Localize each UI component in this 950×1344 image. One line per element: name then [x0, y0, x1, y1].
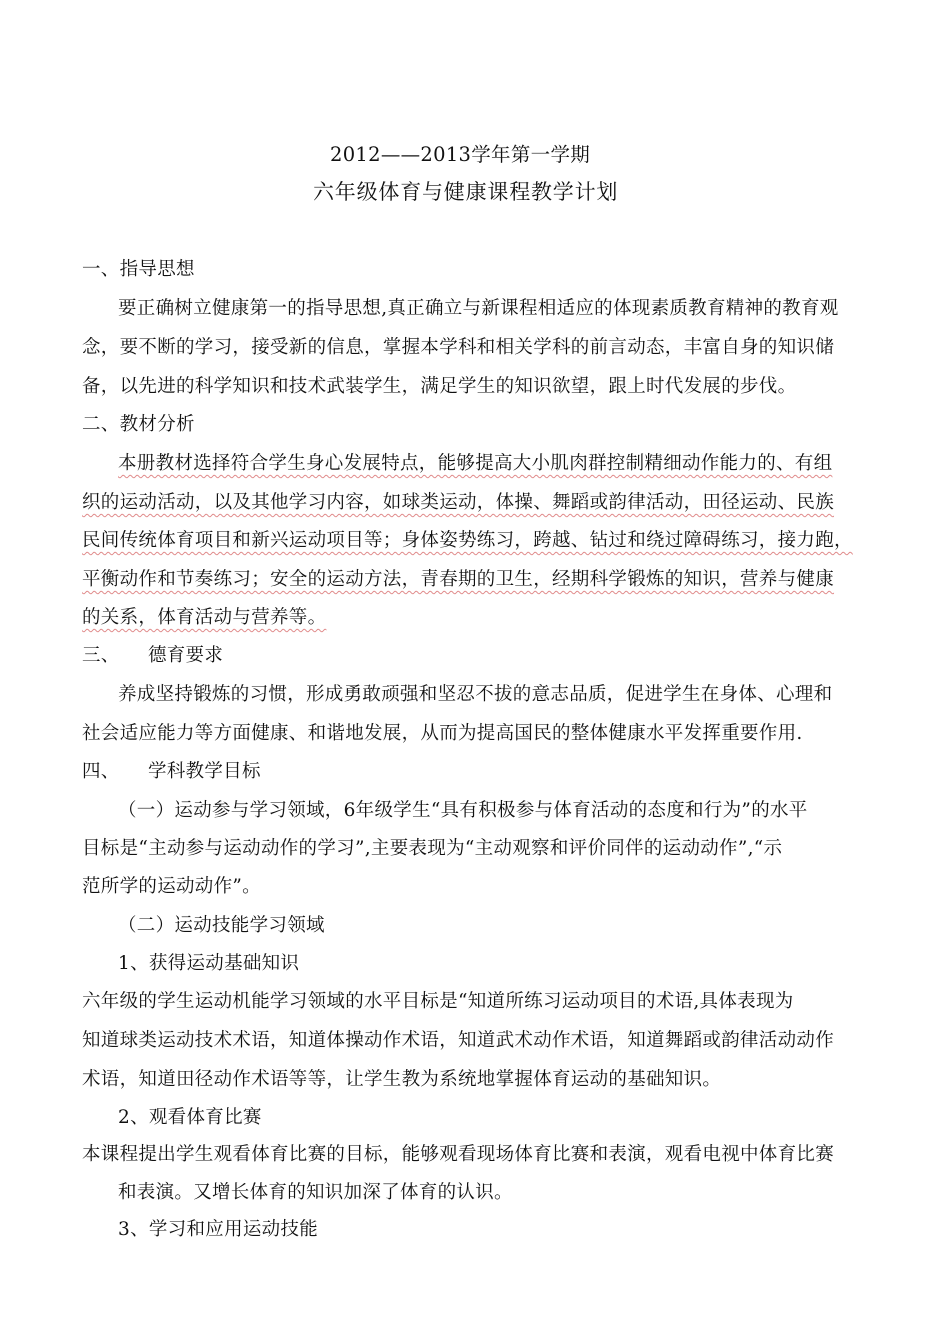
paragraph-line: 的关系，体育活动与营养等。	[82, 607, 327, 628]
paragraph-line: 本课程提出学生观看体育比赛的目标，能够观看现场体育比赛和表演，观看电视中体育比赛	[82, 1144, 835, 1165]
paragraph-line: 范所学的运动动作”。	[82, 876, 261, 897]
section-heading-guiding-thought: 一、指导思想	[82, 259, 195, 280]
paragraph-line: 织的运动活动，以及其他学习内容，如球类运动，体操、舞蹈或韵律活动，田径运动、民族	[82, 492, 835, 513]
paragraph-line: 民间传统体育项目和新兴运动项目等；身体姿势练习，跨越、钻过和绕过障碍练习，接力跑，	[82, 530, 853, 551]
section-heading-teaching-goals: 四、 学科教学目标	[82, 761, 261, 782]
list-item-heading: 1、获得运动基础知识	[118, 953, 300, 974]
paragraph-line: 本册教材选择符合学生身心发展特点，能够提高大小肌肉群控制精细动作能力的、有组	[118, 453, 833, 474]
paragraph-line: （一）运动参与学习领域，6年级学生“具有积极参与体育活动的态度和行为”的水平	[118, 800, 808, 821]
section-heading-material-analysis: 二、教材分析	[82, 414, 195, 435]
paragraph-line: 六年级的学生运动机能学习领域的水平目标是“知道所练习运动项目的术语,具体表现为	[82, 991, 794, 1012]
paragraph-line: 知道球类运动技术术语，知道体操动作术语，知道武术动作术语，知道舞蹈或韵律活动动作	[82, 1030, 835, 1051]
paragraph-line: 要正确树立健康第一的指导思想,真正确立与新课程相适应的体现素质教育精神的教育观	[118, 298, 839, 319]
document-subtitle: 六年级体育与健康课程教学计划	[313, 180, 619, 204]
paragraph-line: 养成坚持锻炼的习惯，形成勇敢顽强和坚忍不拔的意志品质，促进学生在身体、心理和	[118, 684, 833, 705]
paragraph-line: 术语，知道田径动作术语等等，让学生教为系统地掌握体育运动的基础知识。	[82, 1069, 722, 1090]
paragraph-line: 和表演。又增长体育的知识加深了体育的认识。	[118, 1182, 513, 1203]
paragraph-line: 念，要不断的学习，接受新的信息，掌握本学科和相关学科的前言动态，丰富自身的知识储	[82, 337, 835, 358]
paragraph-line: 目标是“主动参与运动动作的学习”,主要表现为“主动观察和评价同伴的运动动作”,“示	[82, 838, 783, 859]
paragraph-line: 平衡动作和节奏练习；安全的运动方法，青春期的卫生，经期科学锻炼的知识，营养与健康	[82, 569, 835, 590]
subsection-heading: （二）运动技能学习领域	[118, 915, 325, 936]
paragraph-line: 备，以先进的科学知识和技术武装学生，满足学生的知识欲望，跟上时代发展的步伐。	[82, 376, 797, 397]
list-item-heading: 2、观看体育比赛	[118, 1107, 262, 1128]
section-heading-moral-requirements: 三、 德育要求	[82, 645, 224, 666]
document-title: 2012——2013学年第一学期	[330, 143, 591, 166]
list-item-heading: 3、学习和应用运动技能	[118, 1219, 319, 1240]
paragraph-line: 社会适应能力等方面健康、和谐地发展，从而为提高国民的整体健康水平发挥重要作用.	[82, 723, 803, 744]
